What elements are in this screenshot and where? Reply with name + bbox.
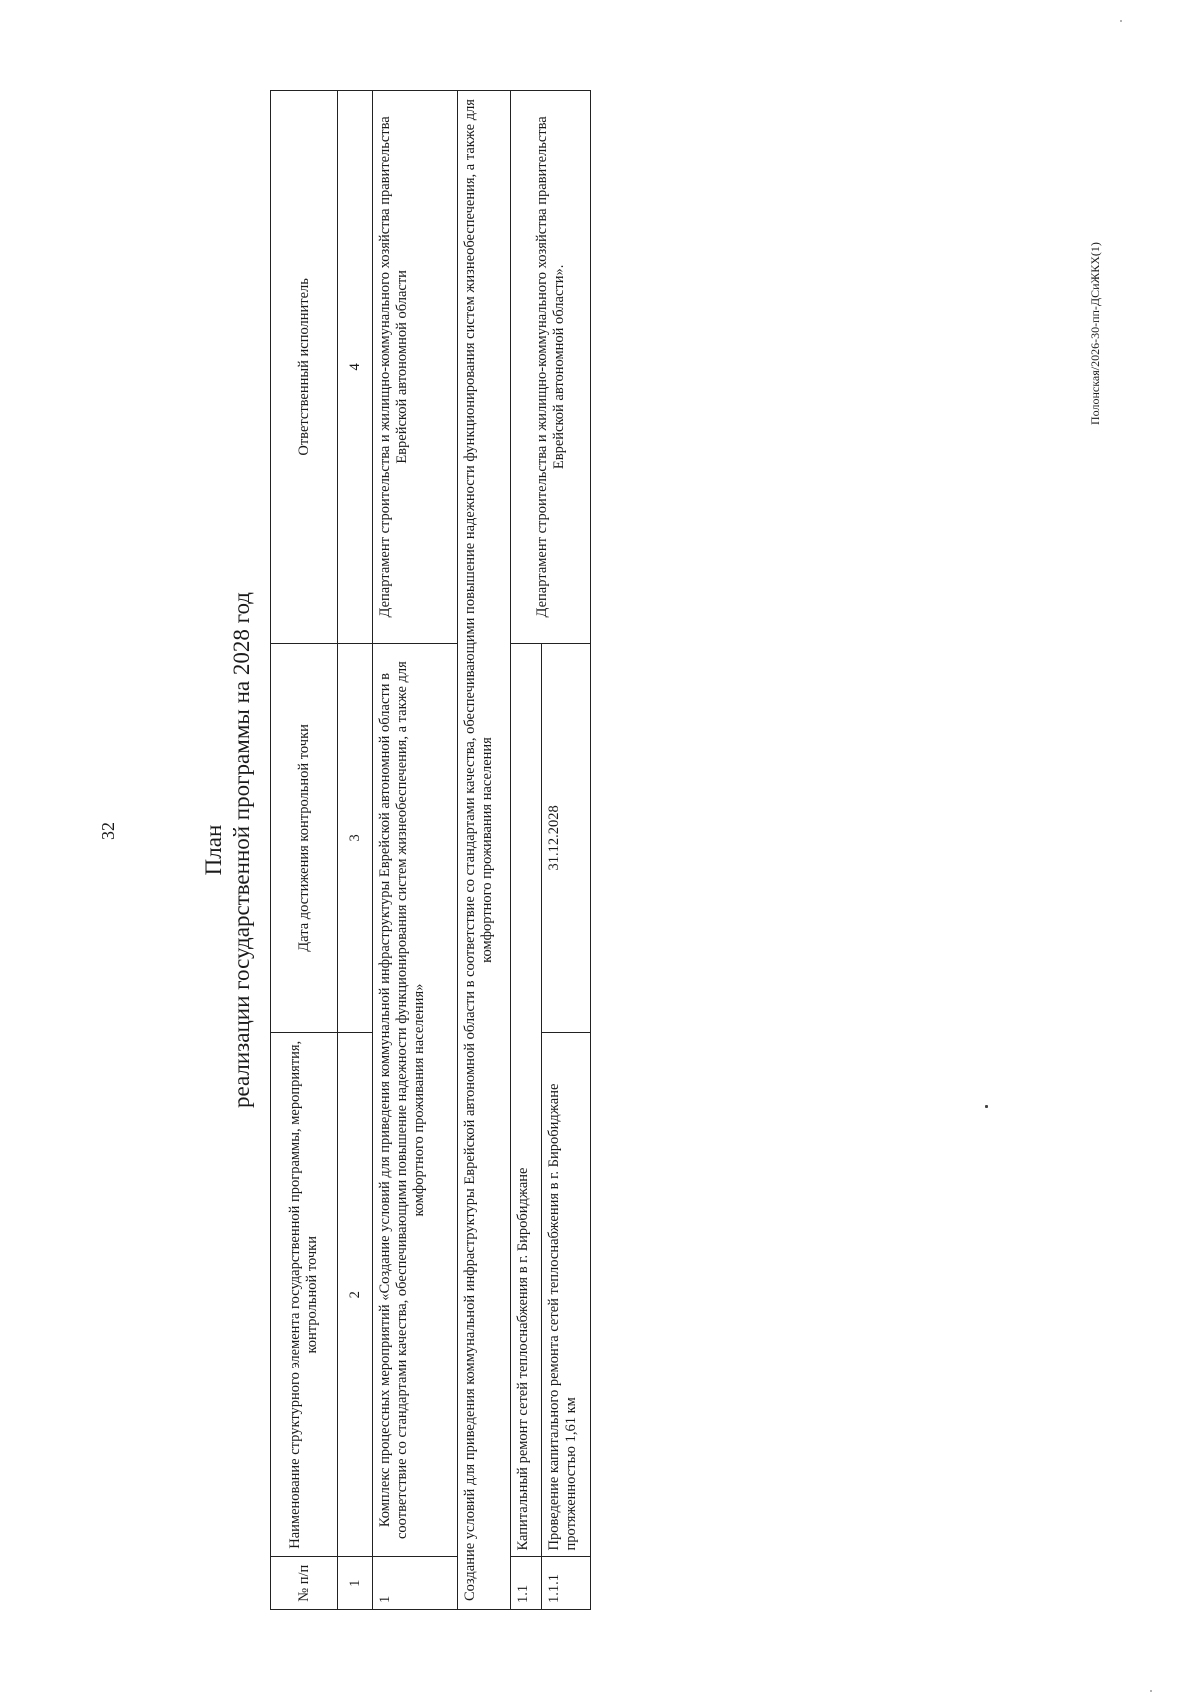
complex-executor: Департамент строительства и жилищно-коммунального хозяйства правительства Еврейской автономной области xyxy=(373,91,458,644)
col-number-4: 4 xyxy=(338,91,373,644)
scan-speck xyxy=(1120,20,1122,22)
col-number-1: 1 xyxy=(338,1557,373,1610)
scan-speck xyxy=(1150,1690,1152,1692)
event-num: 1.1.1 xyxy=(542,1557,591,1610)
plan-table xyxy=(270,90,591,1610)
col-number-3: 3 xyxy=(338,643,373,1032)
table-header-row xyxy=(271,91,338,1610)
goal-text: Создание условий для приведения коммунальной инфраструктуры Еврейской автономной области в соответствие со стандартами качества, обеспечивающими повышение надежности функционирования систем жизнеобеспечения, а также для комфортного проживания населения xyxy=(458,91,511,1610)
header-date: Дата достижения контрольной точки xyxy=(271,643,338,1032)
table-row xyxy=(373,91,458,1610)
event-date: 31.12.2028 xyxy=(542,643,591,1032)
title-line-1: План xyxy=(201,824,226,876)
document-title xyxy=(200,90,256,1610)
complex-num: 1 xyxy=(373,1557,458,1610)
title-line-2: реализации государственной программы на 2028 год xyxy=(229,592,254,1109)
scan-speck xyxy=(985,1105,988,1108)
column-numbers-row xyxy=(338,91,373,1610)
col-number-2: 2 xyxy=(338,1033,373,1557)
page-number: 32 xyxy=(98,822,118,840)
event-name: Проведение капитального ремонта сетей теплоснабжения в г. Биробиджане протяженностью 1,61 км xyxy=(542,1033,591,1557)
header-name: Наименование структурного элемента государственной программы, мероприятия, контрольной точки xyxy=(271,1033,338,1557)
table-row xyxy=(458,91,511,1610)
table-row xyxy=(511,91,542,1610)
task-executor: Департамент строительства и жилищно-коммунального хозяйства правительства Еврейской автономной области». xyxy=(511,91,591,644)
rotated-content xyxy=(200,90,700,1610)
header-num: № п/п xyxy=(271,1557,338,1610)
task-name: Капитальный ремонт сетей теплоснабжения в г. Биробиджане xyxy=(511,643,542,1557)
complex-name: Комплекс процессных мероприятий «Создание условий для приведения коммунальной инфраструктуры Еврейской автономной области в соответствие со стандартами качества, обеспечивающими повышение надежности функционирования систем жизнеобеспечения, а также для комфортного проживания населения» xyxy=(373,643,458,1557)
document-code: Полонская/2026-30-пп-ДСиЖКХ(1) xyxy=(1088,242,1102,425)
header-executor: Ответственный исполнитель xyxy=(271,91,338,644)
task-num: 1.1 xyxy=(511,1557,542,1610)
